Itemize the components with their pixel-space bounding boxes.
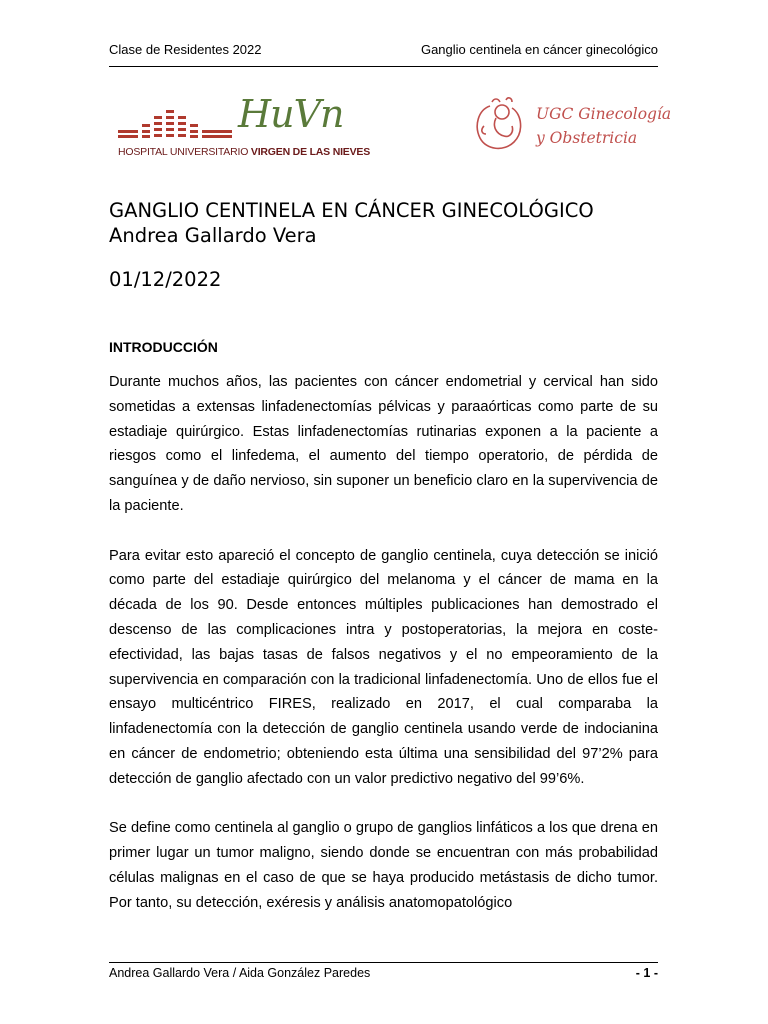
document-title: GANGLIO CENTINELA EN CÁNCER GINECOLÓGICO [109,199,594,222]
huvn-wordmark: HuVn [238,92,344,136]
document-title-block [109,198,594,248]
huvn-subtitle: HOSPITAL UNIVERSITARIO VIRGEN DE LAS NIEVES [118,146,371,158]
header-left: Clase de Residentes 2022 [109,42,262,57]
ugc-wordmark: UGC Ginecología y Obstetricia [536,105,672,147]
page-header [109,42,658,57]
document-date: 01/12/2022 [109,268,222,291]
page-number: - 1 - [635,966,658,980]
paragraph: Durante muchos años, las pacientes con cáncer endometrial y cervical han sido sometidas a extensas linfadenectomías pélvicas y paraaórticas como parte de su estadiaje quirúrgico. Estas linfadenectomías rutinarias exponen a la paciente a riesgos como el linfedema, el aumento del tiempo operatorio, de pérdida de sanguínea y de daño nervioso, sin suponer un beneficio claro en la supervivencia de la paciente. [109,374,658,514]
paragraph: Se define como centinela al ganglio o grupo de ganglios linfáticos a los que drena en primer lugar un tumor maligno, siendo donde se encuentran con más probabilidad células malignas en el caso de que se haya producido metástasis de dicho tumor. Por tanto, su detección, exéresis y análisis anatomopatológico [109,820,658,911]
header-rule [109,66,658,67]
body-text [109,370,658,940]
page-footer [109,966,658,980]
footer-rule [109,962,658,963]
footer-authors: Andrea Gallardo Vera / Aida González Paredes [109,966,371,980]
ugc-logo [472,96,672,156]
document-author: Andrea Gallardo Vera [109,224,317,247]
section-heading: INTRODUCCIÓN [109,339,218,355]
hospital-building-icon [118,108,233,142]
paragraph: Para evitar esto apareció el concepto de ganglio centinela, cuya detección se inició como parte del estadiaje quirúrgico del melanoma y el cáncer de mama en la década de los 90. Desde entonces múltiples publicaciones han demostrado el descenso de las complicaciones intra y postoperatorias, la mejora en coste-efectividad, las bajas tasas de falsos negativos y el no empeoramiento de la supervivencia en comparación con la tradicional linfadenectomía. Uno de ellos fue el ensayo multicéntrico FIRES, realizado en 2017, el cual comparaba la linfadenectomía con la detección de ganglio centinela usando verde de indocianina en cáncer de endometrio; obteniendo esta última una sensibilidad del 97’2% para detección de ganglio afectado con un valor predictivo negativo del 99’6%. [109,547,658,787]
huvn-logo [118,92,371,160]
baby-emblem-icon [472,96,528,154]
header-right: Ganglio centinela en cáncer ginecológico [420,42,658,57]
